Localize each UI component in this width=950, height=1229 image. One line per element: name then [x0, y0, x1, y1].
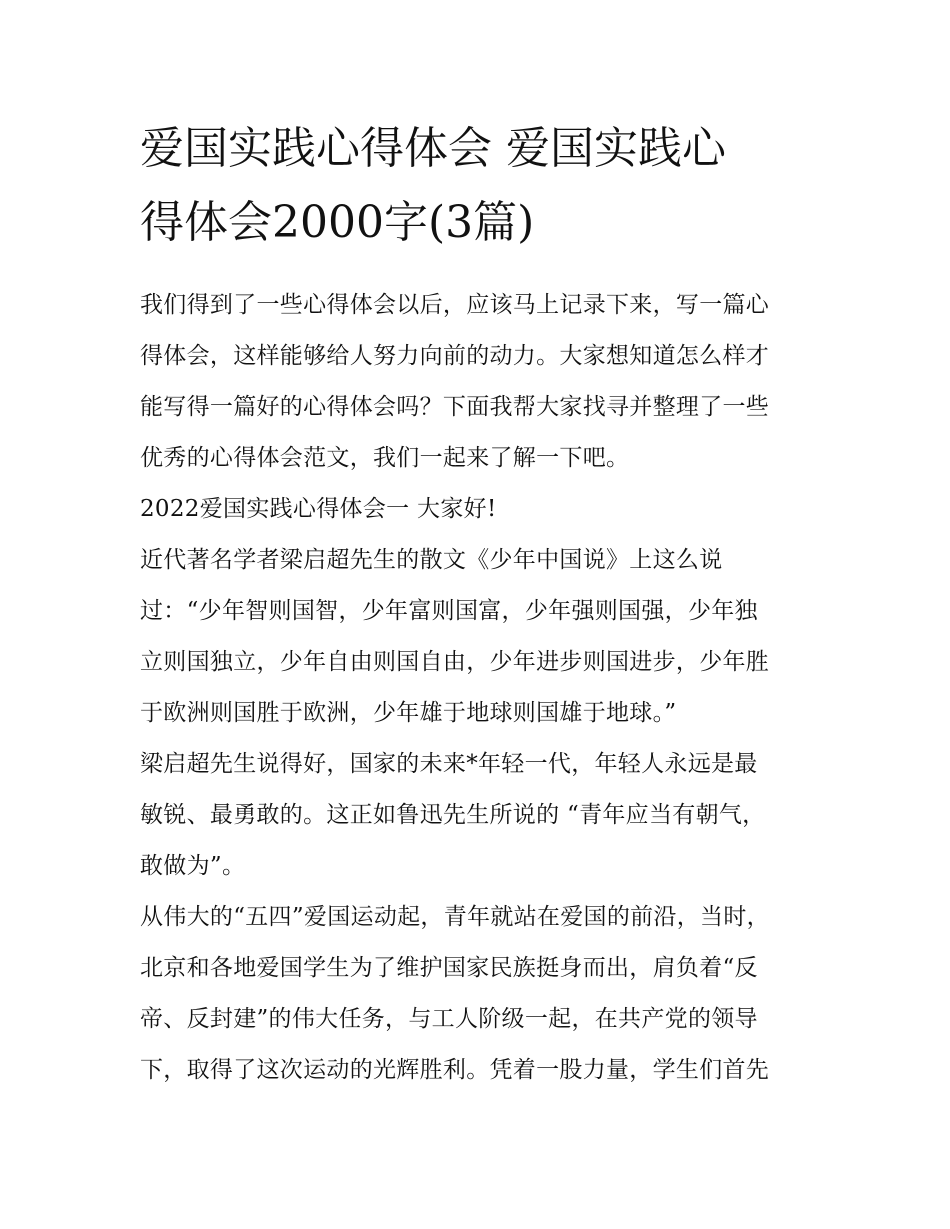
document-body — [140, 280, 820, 1096]
text-line: 北京和各地爱国学生为了维护国家民族挺身而出，肩负着“反 — [140, 955, 758, 981]
text-line: 我们得到了一些心得体会以后，应该马上记录下来，写一篇心 — [140, 292, 770, 318]
text-line: 从伟大的“五四”爱国运动起，青年就站在爱国的前沿，当时， — [140, 904, 770, 930]
text-line: 近代著名学者梁启超先生的散文《少年中国说》上这么说 — [140, 547, 723, 573]
title-line: 得体会2000字(3篇) — [140, 197, 535, 248]
text-line: 得体会，这样能够给人努力向前的动力。大家想知道怎么样才 — [140, 343, 770, 369]
text-line: 立则国独立，少年自由则国自由，少年进步则国进步，少年胜 — [140, 649, 770, 675]
history-paragraph — [140, 892, 820, 1096]
intro-paragraph — [140, 280, 820, 484]
document-title — [140, 112, 820, 260]
text-line: 过：“少年智则国智，少年富则国富，少年强则国强，少年独 — [140, 598, 758, 624]
text-line: 敏锐、最勇敢的。这正如鲁迅先生所说的 “青年应当有朝气， — [140, 802, 766, 828]
document-page — [140, 112, 820, 1096]
text-line: 2022爱国实践心得体会一 大家好! — [140, 496, 497, 522]
commentary-paragraph — [140, 739, 820, 892]
text-line: 能写得一篇好的心得体会吗？下面我帮大家找寻并整理了一些 — [140, 394, 770, 420]
text-line: 梁启超先生说得好，国家的未来*年轻一代，年轻人永远是最 — [140, 751, 758, 777]
text-line: 优秀的心得体会范文，我们一起来了解一下吧。 — [140, 445, 630, 471]
title-line: 爱国实践心得体会 爱国实践心 — [140, 123, 726, 174]
text-line: 敢做为”。 — [140, 853, 246, 879]
text-line: 帝、反封建”的伟大任务，与工人阶级一起，在共产党的领导 — [140, 1006, 758, 1032]
text-line: 下，取得了这次运动的光辉胜利。凭着一股力量，学生们首先 — [140, 1057, 770, 1083]
section-heading — [140, 484, 820, 535]
quote-paragraph — [140, 535, 820, 739]
text-line: 于欧洲则国胜于欧洲，少年雄于地球则国雄于地球。” — [140, 700, 677, 726]
